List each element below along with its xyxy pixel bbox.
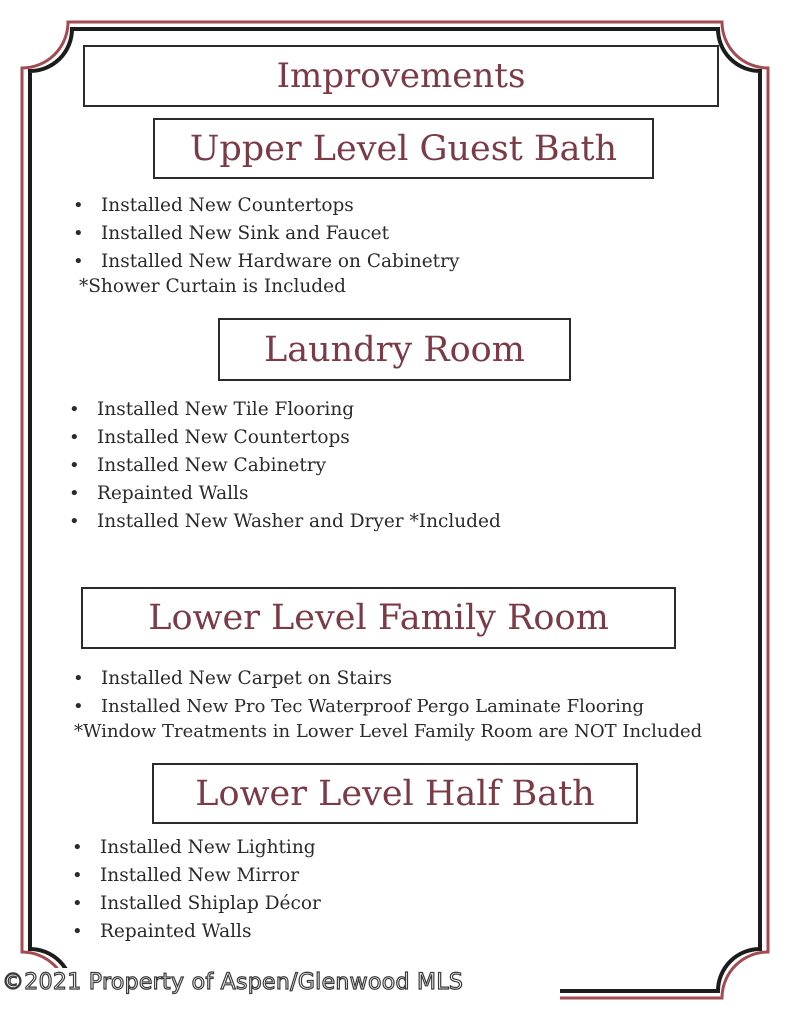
- bullet-icon: •: [69, 427, 80, 448]
- list-item: • Installed New Hardware on Cabinetry: [101, 248, 459, 276]
- bullet-icon: •: [69, 399, 80, 420]
- page-title-box: [83, 45, 719, 107]
- bullet-icon: •: [72, 865, 83, 886]
- bullet-icon: •: [73, 696, 84, 717]
- list-item: • Installed New Tile Flooring: [97, 396, 501, 424]
- section-heading-box-laundry-room: [218, 318, 571, 381]
- list-laundry-room: [69, 396, 501, 536]
- bullet-icon: •: [69, 483, 80, 504]
- list-lower-level-family-room: [73, 665, 645, 721]
- bullet-icon: •: [72, 837, 83, 858]
- list-item: • Installed New Mirror: [100, 862, 321, 890]
- section-heading-box-lower-level-half-bath: [152, 763, 638, 824]
- watermark: ©2021 Property of Aspen/Glenwood MLS: [2, 970, 464, 995]
- bullet-icon: •: [72, 921, 83, 942]
- list-item: • Installed New Countertops: [101, 192, 459, 220]
- bullet-icon: •: [69, 511, 80, 532]
- section-heading-box-upper-level-guest-bath: [153, 118, 654, 179]
- list-item: • Repainted Walls: [97, 480, 501, 508]
- note-upper-level-guest-bath: *Shower Curtain is Included: [79, 276, 346, 297]
- bullet-icon: •: [73, 223, 84, 244]
- list-upper-level-guest-bath: [73, 192, 460, 276]
- section-heading-laundry-room: Laundry Room: [264, 329, 525, 370]
- section-heading-lower-level-half-bath: Lower Level Half Bath: [195, 773, 595, 814]
- bullet-icon: •: [73, 195, 84, 216]
- list-item: • Installed Shiplap Décor: [100, 890, 321, 918]
- list-item: • Installed New Countertops: [97, 424, 501, 452]
- bullet-icon: •: [72, 893, 83, 914]
- bullet-icon: •: [69, 455, 80, 476]
- list-item: • Repainted Walls: [100, 918, 321, 946]
- bullet-icon: •: [73, 668, 84, 689]
- page-title: Improvements: [276, 56, 526, 96]
- list-item: • Installed New Washer and Dryer *Included: [97, 508, 501, 536]
- list-item: • Installed New Sink and Faucet: [101, 220, 459, 248]
- section-heading-lower-level-family-room: Lower Level Family Room: [148, 598, 609, 638]
- list-item: • Installed New Carpet on Stairs: [101, 665, 644, 693]
- list-item: • Installed New Lighting: [100, 834, 321, 862]
- list-item: • Installed New Cabinetry: [97, 452, 501, 480]
- list-item: • Installed New Pro Tec Waterproof Pergo Laminate Flooring: [101, 693, 644, 721]
- list-lower-level-half-bath: [72, 834, 321, 946]
- section-heading-upper-level-guest-bath: Upper Level Guest Bath: [189, 128, 618, 169]
- note-lower-level-family-room: *Window Treatments in Lower Level Family Room are NOT Included: [74, 721, 703, 742]
- bullet-icon: •: [73, 251, 84, 272]
- section-heading-box-lower-level-family-room: [81, 587, 676, 649]
